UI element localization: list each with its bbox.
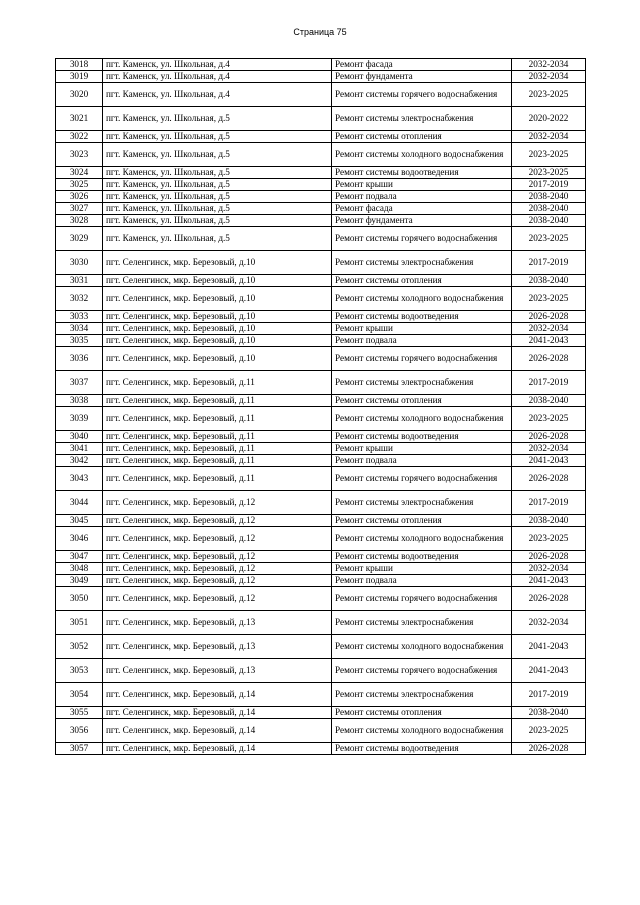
row-work: Ремонт крыши	[332, 323, 512, 335]
table-row	[56, 215, 586, 227]
row-number: 3023	[56, 143, 103, 167]
row-number: 3049	[56, 575, 103, 587]
row-number: 3029	[56, 227, 103, 251]
row-number: 3036	[56, 347, 103, 371]
table-row	[56, 143, 586, 167]
row-address: пгт. Каменск, ул. Школьная, д.5	[103, 227, 332, 251]
row-address: пгт. Селенгинск, мкр. Березовый, д.11	[103, 431, 332, 443]
row-number: 3039	[56, 407, 103, 431]
row-address: пгт. Селенгинск, мкр. Березовый, д.10	[103, 311, 332, 323]
table-row	[56, 707, 586, 719]
row-address: пгт. Селенгинск, мкр. Березовый, д.10	[103, 287, 332, 311]
row-address: пгт. Каменск, ул. Школьная, д.4	[103, 59, 332, 71]
row-period: 2017-2019	[512, 491, 586, 515]
row-period: 2023-2025	[512, 83, 586, 107]
table-row	[56, 635, 586, 659]
row-period: 2032-2034	[512, 563, 586, 575]
table-row	[56, 527, 586, 551]
row-period: 2017-2019	[512, 179, 586, 191]
row-period: 2038-2040	[512, 395, 586, 407]
table-row	[56, 83, 586, 107]
row-period: 2026-2028	[512, 311, 586, 323]
row-number: 3018	[56, 59, 103, 71]
row-number: 3027	[56, 203, 103, 215]
row-address: пгт. Селенгинск, мкр. Березовый, д.13	[103, 659, 332, 683]
row-period: 2038-2040	[512, 275, 586, 287]
row-address: пгт. Каменск, ул. Школьная, д.4	[103, 71, 332, 83]
row-number: 3033	[56, 311, 103, 323]
row-address: пгт. Селенгинск, мкр. Березовый, д.12	[103, 527, 332, 551]
row-work: Ремонт фундамента	[332, 215, 512, 227]
row-address: пгт. Каменск, ул. Школьная, д.5	[103, 131, 332, 143]
table-row	[56, 311, 586, 323]
row-number: 3026	[56, 191, 103, 203]
row-work: Ремонт крыши	[332, 443, 512, 455]
table-row	[56, 659, 586, 683]
row-work: Ремонт системы горячего водоснабжения	[332, 83, 512, 107]
row-work: Ремонт системы горячего водоснабжения	[332, 467, 512, 491]
row-period: 2038-2040	[512, 203, 586, 215]
row-period: 2032-2034	[512, 611, 586, 635]
row-address: пгт. Селенгинск, мкр. Березовый, д.11	[103, 407, 332, 431]
row-address: пгт. Селенгинск, мкр. Березовый, д.14	[103, 719, 332, 743]
row-period: 2038-2040	[512, 191, 586, 203]
table-row	[56, 323, 586, 335]
row-address: пгт. Селенгинск, мкр. Березовый, д.12	[103, 587, 332, 611]
table-row	[56, 167, 586, 179]
row-work: Ремонт системы электроснабжения	[332, 491, 512, 515]
row-address: пгт. Селенгинск, мкр. Березовый, д.10	[103, 347, 332, 371]
row-period: 2020-2022	[512, 107, 586, 131]
row-work: Ремонт системы водоотведения	[332, 431, 512, 443]
row-address: пгт. Каменск, ул. Школьная, д.5	[103, 143, 332, 167]
row-number: 3057	[56, 743, 103, 755]
row-address: пгт. Каменск, ул. Школьная, д.5	[103, 107, 332, 131]
row-period: 2026-2028	[512, 551, 586, 563]
row-number: 3037	[56, 371, 103, 395]
row-address: пгт. Каменск, ул. Школьная, д.5	[103, 179, 332, 191]
row-period: 2041-2043	[512, 455, 586, 467]
row-period: 2026-2028	[512, 743, 586, 755]
table-row	[56, 395, 586, 407]
table-row	[56, 227, 586, 251]
table-row	[56, 179, 586, 191]
row-number: 3050	[56, 587, 103, 611]
row-number: 3020	[56, 83, 103, 107]
table-row	[56, 443, 586, 455]
row-work: Ремонт системы отопления	[332, 275, 512, 287]
row-address: пгт. Селенгинск, мкр. Березовый, д.14	[103, 743, 332, 755]
row-work: Ремонт системы горячего водоснабжения	[332, 227, 512, 251]
row-number: 3041	[56, 443, 103, 455]
table-row	[56, 287, 586, 311]
row-work: Ремонт системы электроснабжения	[332, 611, 512, 635]
row-period: 2017-2019	[512, 371, 586, 395]
row-address: пгт. Селенгинск, мкр. Березовый, д.12	[103, 551, 332, 563]
row-period: 2023-2025	[512, 143, 586, 167]
row-address: пгт. Селенгинск, мкр. Березовый, д.10	[103, 323, 332, 335]
row-number: 3032	[56, 287, 103, 311]
row-work: Ремонт системы водоотведения	[332, 551, 512, 563]
table-row	[56, 431, 586, 443]
row-period: 2023-2025	[512, 527, 586, 551]
row-work: Ремонт системы электроснабжения	[332, 683, 512, 707]
row-number: 3051	[56, 611, 103, 635]
table-row	[56, 371, 586, 395]
row-work: Ремонт системы холодного водоснабжения	[332, 719, 512, 743]
table-row	[56, 71, 586, 83]
table-row	[56, 335, 586, 347]
works-table-body	[56, 59, 586, 755]
table-row	[56, 587, 586, 611]
row-number: 3042	[56, 455, 103, 467]
row-number: 3028	[56, 215, 103, 227]
row-address: пгт. Селенгинск, мкр. Березовый, д.14	[103, 707, 332, 719]
table-row	[56, 683, 586, 707]
row-number: 3030	[56, 251, 103, 275]
row-number: 3052	[56, 635, 103, 659]
row-work: Ремонт системы горячего водоснабжения	[332, 587, 512, 611]
row-number: 3022	[56, 131, 103, 143]
row-number: 3044	[56, 491, 103, 515]
table-row	[56, 107, 586, 131]
table-row	[56, 347, 586, 371]
row-work: Ремонт системы электроснабжения	[332, 251, 512, 275]
row-number: 3054	[56, 683, 103, 707]
row-period: 2041-2043	[512, 635, 586, 659]
row-address: пгт. Селенгинск, мкр. Березовый, д.10	[103, 335, 332, 347]
row-number: 3034	[56, 323, 103, 335]
row-work: Ремонт фундамента	[332, 71, 512, 83]
table-row	[56, 131, 586, 143]
row-address: пгт. Селенгинск, мкр. Березовый, д.11	[103, 371, 332, 395]
row-work: Ремонт крыши	[332, 563, 512, 575]
row-address: пгт. Селенгинск, мкр. Березовый, д.10	[103, 251, 332, 275]
row-work: Ремонт системы холодного водоснабжения	[332, 407, 512, 431]
row-address: пгт. Селенгинск, мкр. Березовый, д.10	[103, 275, 332, 287]
row-work: Ремонт системы электроснабжения	[332, 107, 512, 131]
table-row	[56, 515, 586, 527]
row-work: Ремонт системы холодного водоснабжения	[332, 635, 512, 659]
row-work: Ремонт системы отопления	[332, 131, 512, 143]
row-number: 3045	[56, 515, 103, 527]
row-work: Ремонт подвала	[332, 335, 512, 347]
row-period: 2038-2040	[512, 215, 586, 227]
table-row	[56, 455, 586, 467]
row-address: пгт. Каменск, ул. Школьная, д.5	[103, 215, 332, 227]
row-number: 3025	[56, 179, 103, 191]
row-address: пгт. Селенгинск, мкр. Березовый, д.11	[103, 455, 332, 467]
row-work: Ремонт системы электроснабжения	[332, 371, 512, 395]
table-row	[56, 743, 586, 755]
row-work: Ремонт системы водоотведения	[332, 743, 512, 755]
row-address: пгт. Селенгинск, мкр. Березовый, д.11	[103, 395, 332, 407]
table-row	[56, 563, 586, 575]
row-work: Ремонт системы горячего водоснабжения	[332, 347, 512, 371]
row-period: 2032-2034	[512, 443, 586, 455]
row-address: пгт. Селенгинск, мкр. Березовый, д.12	[103, 491, 332, 515]
row-number: 3021	[56, 107, 103, 131]
row-work: Ремонт фасада	[332, 59, 512, 71]
table-row	[56, 467, 586, 491]
row-address: пгт. Селенгинск, мкр. Березовый, д.11	[103, 443, 332, 455]
row-work: Ремонт фасада	[332, 203, 512, 215]
row-number: 3038	[56, 395, 103, 407]
page-header: Страница 75	[293, 27, 347, 37]
row-period: 2032-2034	[512, 71, 586, 83]
row-period: 2038-2040	[512, 707, 586, 719]
row-period: 2023-2025	[512, 167, 586, 179]
row-address: пгт. Каменск, ул. Школьная, д.5	[103, 167, 332, 179]
row-work: Ремонт системы холодного водоснабжения	[332, 143, 512, 167]
row-work: Ремонт системы отопления	[332, 395, 512, 407]
row-number: 3035	[56, 335, 103, 347]
row-address: пгт. Селенгинск, мкр. Березовый, д.13	[103, 611, 332, 635]
row-period: 2041-2043	[512, 575, 586, 587]
row-address: пгт. Каменск, ул. Школьная, д.5	[103, 191, 332, 203]
table-row	[56, 575, 586, 587]
table-row	[56, 191, 586, 203]
table-row	[56, 551, 586, 563]
row-number: 3031	[56, 275, 103, 287]
row-period: 2026-2028	[512, 347, 586, 371]
row-period: 2026-2028	[512, 587, 586, 611]
row-address: пгт. Селенгинск, мкр. Березовый, д.14	[103, 683, 332, 707]
row-work: Ремонт подвала	[332, 455, 512, 467]
row-work: Ремонт подвала	[332, 575, 512, 587]
row-period: 2017-2019	[512, 683, 586, 707]
row-period: 2026-2028	[512, 467, 586, 491]
row-number: 3056	[56, 719, 103, 743]
row-work: Ремонт крыши	[332, 179, 512, 191]
row-address: пгт. Каменск, ул. Школьная, д.5	[103, 203, 332, 215]
table-row	[56, 407, 586, 431]
row-address: пгт. Каменск, ул. Школьная, д.4	[103, 83, 332, 107]
row-work: Ремонт системы холодного водоснабжения	[332, 287, 512, 311]
row-number: 3043	[56, 467, 103, 491]
row-address: пгт. Селенгинск, мкр. Березовый, д.12	[103, 515, 332, 527]
row-work: Ремонт системы холодного водоснабжения	[332, 527, 512, 551]
row-work: Ремонт системы отопления	[332, 515, 512, 527]
row-address: пгт. Селенгинск, мкр. Березовый, д.13	[103, 635, 332, 659]
row-work: Ремонт системы водоотведения	[332, 311, 512, 323]
row-period: 2038-2040	[512, 515, 586, 527]
row-number: 3040	[56, 431, 103, 443]
table-row	[56, 275, 586, 287]
row-period: 2041-2043	[512, 335, 586, 347]
row-work: Ремонт системы горячего водоснабжения	[332, 659, 512, 683]
row-work: Ремонт системы водоотведения	[332, 167, 512, 179]
table-row	[56, 491, 586, 515]
row-number: 3047	[56, 551, 103, 563]
row-address: пгт. Селенгинск, мкр. Березовый, д.11	[103, 467, 332, 491]
row-work: Ремонт системы отопления	[332, 707, 512, 719]
row-number: 3046	[56, 527, 103, 551]
row-work: Ремонт подвала	[332, 191, 512, 203]
row-period: 2032-2034	[512, 59, 586, 71]
table-row	[56, 251, 586, 275]
row-period: 2023-2025	[512, 227, 586, 251]
row-number: 3048	[56, 563, 103, 575]
table-row	[56, 203, 586, 215]
table-row	[56, 611, 586, 635]
row-number: 3019	[56, 71, 103, 83]
row-period: 2023-2025	[512, 407, 586, 431]
row-period: 2017-2019	[512, 251, 586, 275]
row-period: 2026-2028	[512, 431, 586, 443]
row-period: 2041-2043	[512, 659, 586, 683]
row-period: 2032-2034	[512, 323, 586, 335]
row-number: 3055	[56, 707, 103, 719]
table-row	[56, 59, 586, 71]
table-row	[56, 719, 586, 743]
row-address: пгт. Селенгинск, мкр. Березовый, д.12	[103, 575, 332, 587]
row-number: 3053	[56, 659, 103, 683]
row-address: пгт. Селенгинск, мкр. Березовый, д.12	[103, 563, 332, 575]
row-period: 2023-2025	[512, 287, 586, 311]
row-number: 3024	[56, 167, 103, 179]
works-table	[55, 58, 586, 755]
row-period: 2023-2025	[512, 719, 586, 743]
row-period: 2032-2034	[512, 131, 586, 143]
